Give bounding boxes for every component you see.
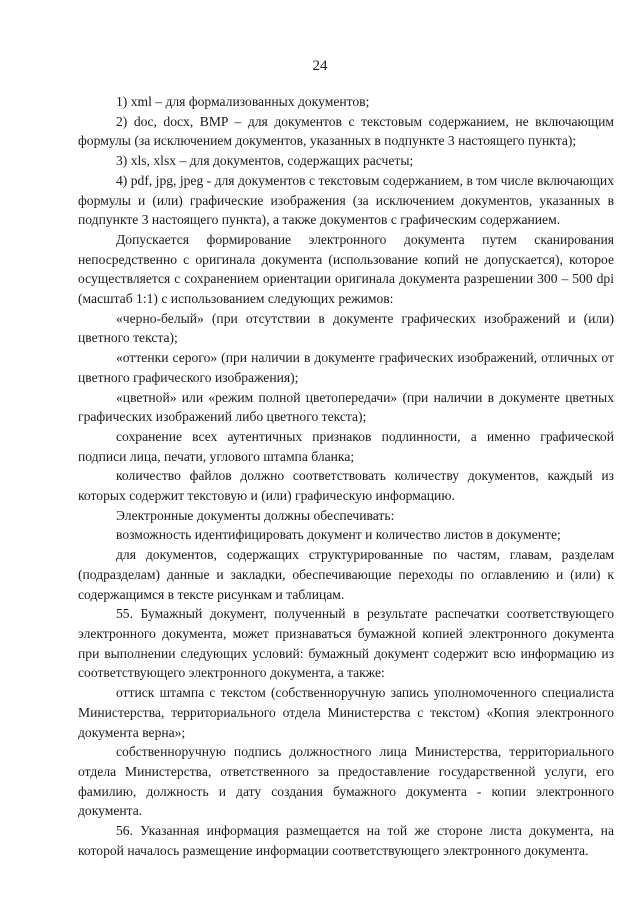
document-body — [78, 92, 614, 860]
paragraph-xls: 3) xls, xlsx – для документов, содержащих расчеты; — [116, 153, 414, 169]
paragraph-signature: собственноручную подпись должностного лица Министерства, территориального отдела Министерства, ответственного за предоставление государственной услуги, его фамилию, должность и дату создания бумажного документа - копии электронного документа. — [78, 744, 614, 819]
paragraph-requirements: Электронные документы должны обеспечивать: — [116, 507, 395, 523]
paragraph-item-55: 55. Бумажный документ, полученный в результате распечатки соответствующего электронного документа, может признаваться бумажной копией электронного документа при выполнении следующих условий: бумажный документ содержит всю информацию из соответствующего электронного документа, а также: — [78, 606, 614, 681]
paragraph-mode-gray: «оттенки серого» (при наличии в документе графических изображений, отличных от цветного графического изображения); — [78, 350, 614, 385]
paragraph-xml: 1) xml – для формализованных документов; — [116, 94, 370, 109]
paragraph-authenticity: сохранение всех аутентичных признаков подлинности, а именно графической подписи лица, печати, углового штампа бланка; — [78, 428, 614, 464]
page-number: 24 — [312, 58, 328, 74]
paragraph-mode-color: «цветной» или «режим полной цветопередачи» (при наличии в документе цветных графических изображений либо цветного текста); — [78, 389, 614, 425]
paragraph-identification: возможность идентифицировать документ и количество листов в документе; — [116, 527, 561, 543]
paragraph-item-56: 56. Указанная информация размещается на той же стороне листа документа, на которой началось размещение информации соответствующего электронного документа. — [78, 823, 614, 858]
paragraph-mode-bw: «черно-белый» (при отсутствии в документе графических изображений и (или) цветного текста); — [78, 310, 614, 346]
paragraph-file-count: количество файлов должно соответствовать количеству документов, каждый из которых содержит текстовую и (или) графическую информацию. — [78, 468, 614, 504]
paragraph-structured: для документов, содержащих структурированные по частям, главам, разделам (подразделам) данные и закладки, обеспечивающие переходы по оглавлению и (или) к содержащимся в тексте рисункам и таблицам. — [78, 547, 614, 602]
paragraph-pdf: 4) pdf, jpg, jpeg - для документов с текстовым содержанием, в том числе включающих формулы и (или) графические изображения (за исключением документов, указанных в подпункте 3 настоящего пункта), а также документов с графическим содержанием. — [78, 172, 614, 228]
paragraph-stamp: оттиск штампа с текстом (собственноручную запись уполномоченного специалиста Министерства, территориального отдела Министерства с текстом) «Копия электронного документа верна»; — [78, 685, 614, 740]
paragraph-scanning: Допускается формирование электронного документа путем сканирования непосредственно с оригинала документа (использование копий не допускается), которое осуществляется с сохранением ориентации оригинала документа разрешении 300 – 500 dpi (масштаб 1:1) с использованием следующих режимов: — [78, 231, 614, 307]
paragraph-doc: 2) doc, docx, BMP – для документов с текстовым содержанием, не включающим формулы (за исключением документов, указанных в подпункте 3 настоящего пункта); — [78, 113, 614, 149]
